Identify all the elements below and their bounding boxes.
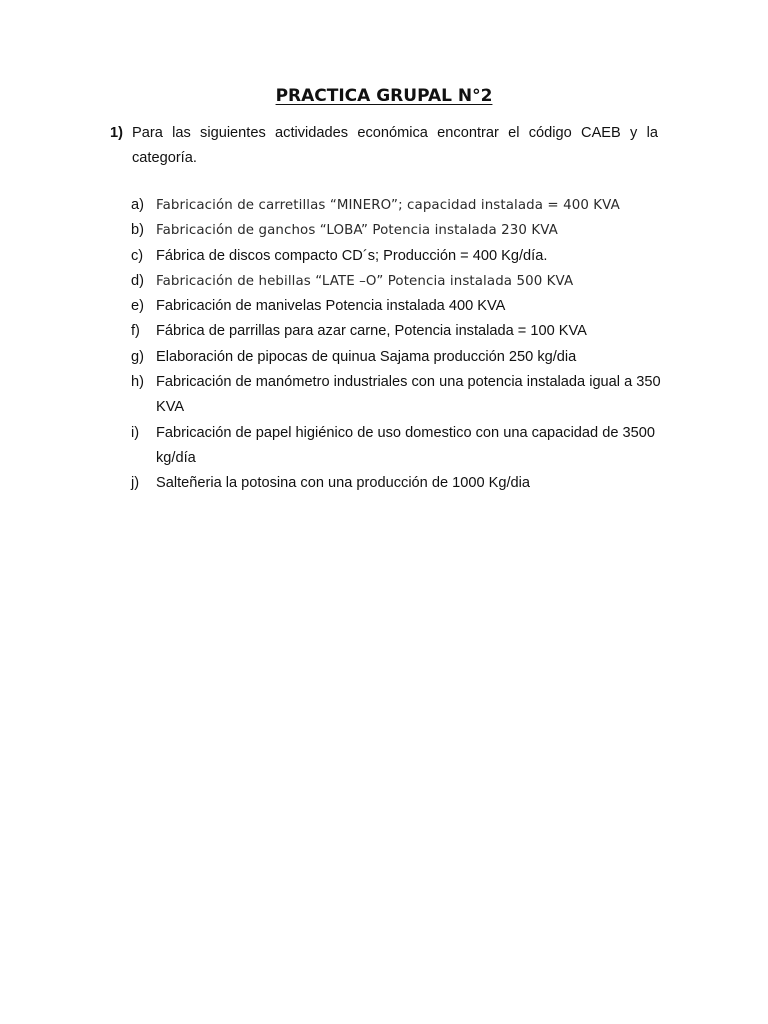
list-item — [131, 345, 661, 370]
question-number: 1) — [110, 125, 123, 141]
item-letter: d) — [131, 272, 144, 289]
item-letter: j) — [131, 475, 140, 492]
page-title: PRACTICA GRUPAL N°2 — [275, 86, 493, 106]
item-text: Salteñeria la potosina con una producción de 1000 Kg/dia — [156, 475, 531, 492]
item-letter: e) — [131, 298, 144, 315]
item-text: Fabricación de papel higiénico de uso domestico con una capacidad de 3500 kg/día — [156, 424, 655, 466]
question-1 — [110, 121, 658, 171]
item-letter: c) — [131, 247, 144, 264]
list-item — [131, 421, 661, 472]
item-letter: i) — [131, 424, 140, 441]
list-item — [131, 294, 661, 319]
item-text: Fábrica de parrillas para azar carne, Potencia instalada = 100 KVA — [156, 323, 587, 340]
item-letter: h) — [131, 374, 144, 391]
item-text: Fabricación de ganchos “LOBA” Potencia instalada 230 KVA — [156, 223, 558, 239]
question-text: Para las siguientes actividades económica encontrar el código CAEB y la categoría. — [132, 125, 658, 166]
list-item — [131, 471, 661, 496]
item-letter: g) — [131, 348, 144, 365]
item-letter: b) — [131, 222, 144, 239]
item-text: Fabricación de carretillas “MINERO”; capacidad instalada = 400 KVA — [156, 198, 620, 213]
list-item — [131, 193, 661, 218]
item-text: Fabricación de manómetro industriales con una potencia instalada igual a 350 KVA — [156, 374, 661, 416]
item-text: Fábrica de discos compacto CD´s; Producción = 400 Kg/día. — [156, 247, 548, 264]
item-letter: f) — [131, 323, 140, 340]
list-item — [131, 218, 661, 243]
activity-list — [131, 193, 661, 497]
item-text: Fabricación de hebillas “LATE –O” Potencia instalada 500 KVA — [156, 273, 574, 289]
list-item — [131, 244, 661, 269]
list-item — [131, 370, 661, 421]
item-text: Fabricación de manivelas Potencia instalada 400 KVA — [156, 298, 506, 315]
item-letter: a) — [131, 197, 144, 213]
list-item — [131, 269, 661, 294]
list-item — [131, 319, 661, 344]
item-text: Elaboración de pipocas de quinua Sajama producción 250 kg/dia — [156, 348, 577, 365]
